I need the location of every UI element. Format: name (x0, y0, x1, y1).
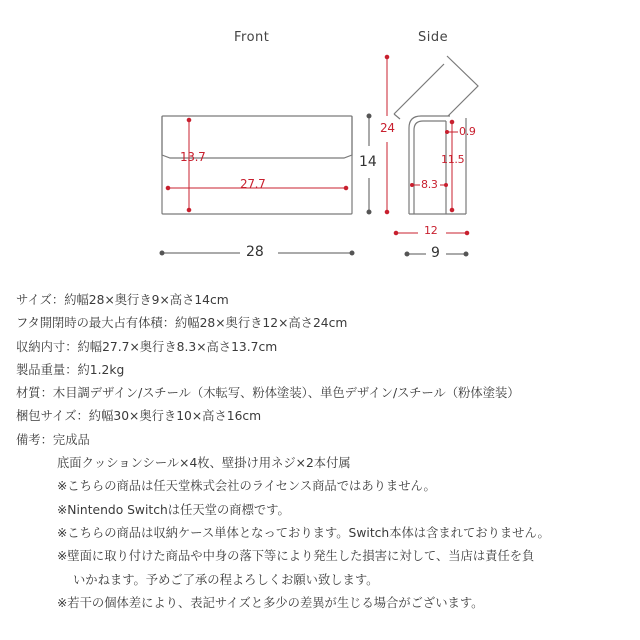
spec-notes-label: 備考：完成品 (16, 432, 90, 447)
front-inner-height-arrow (187, 118, 191, 212)
spec-note-5: ※若干の個体差により、表記サイズと多少の差異が生じる場合がございます。 (57, 595, 484, 610)
side-open-depth-label: 12 (424, 224, 438, 237)
spec-max-open: フタ開閉時の最大占有体積：約幅28×奥行き12×高さ24cm (16, 316, 348, 331)
side-inner-height-arrow (450, 120, 454, 212)
spec-weight: 製品重量：約1.2kg (16, 362, 125, 377)
spec-material: 材質：木目調デザイン/スチール（木転写、粉体塗装）、単色デザイン/スチール（粉体塗装） (16, 386, 520, 401)
side-lid-thickness-label: 0.9 (459, 125, 476, 138)
side-inner-height-label: 11.5 (441, 153, 465, 166)
side-depth-label: 9 (431, 245, 440, 261)
front-view-box (162, 116, 352, 214)
spec-package: 梱包サイズ：約幅30×奥行き10×高さ16cm (16, 409, 262, 424)
spec-notes-accessories: 底面クッションシール×4枚、壁掛け用ネジ×2本付属 (57, 456, 351, 471)
spec-note-4b: いかねます。予めご了承の程よろしくお願い致します。 (73, 572, 379, 587)
spec-inner: 収納内寸：約幅27.7×奥行き8.3×高さ13.7cm (16, 339, 278, 354)
spec-note-4a: ※壁面に取り付けた商品や中身の落下等により発生した損害に対して、当店は責任を負 (57, 549, 535, 564)
side-inner-depth-label: 8.3 (421, 178, 438, 191)
product-dimension-diagram (0, 0, 640, 280)
spec-size: サイズ：約幅28×奥行き9×高さ14cm (16, 293, 229, 307)
front-width-inner-label: 27.7 (240, 177, 266, 191)
diagram-drawing (0, 0, 640, 280)
spec-note-1: ※こちらの商品は任天堂株式会社のライセンス商品ではありません。 (57, 479, 436, 494)
spec-list (16, 289, 636, 615)
side-open-height-label: 24 (380, 121, 395, 135)
spec-note-2: ※Nintendo Switchは任天堂の商標です。 (57, 502, 290, 517)
side-view-label: Side (418, 30, 449, 45)
front-height-outer-label: 14 (359, 154, 377, 170)
front-view-label: Front (234, 30, 270, 45)
front-height-inner-label: 13.7 (180, 150, 206, 164)
spec-note-3: ※こちらの商品は収納ケース単体となっております。Switch本体は含まれておりません。 (57, 525, 550, 540)
front-width-outer-label: 28 (246, 244, 264, 260)
